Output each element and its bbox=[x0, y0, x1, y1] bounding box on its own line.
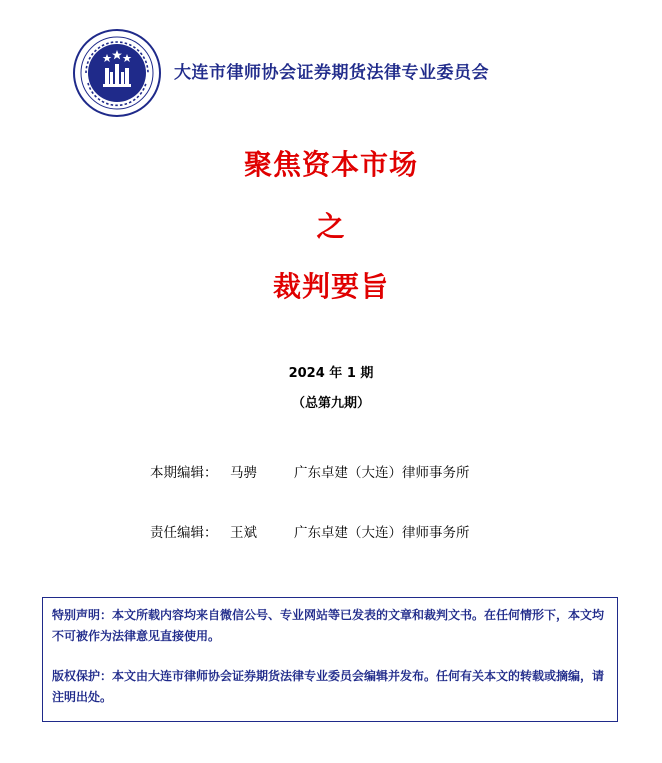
editor-row-responsible bbox=[150, 521, 470, 541]
copyright-notice: 版权保护：本文由大连市律师协会证券期货法律专业委员会编辑并发布。任何有关本文的转载或摘编，请注明出处。 bbox=[52, 669, 605, 704]
title-line-1: 聚焦资本市场 bbox=[243, 148, 418, 181]
editor-firm: 广东卓建（大连）律师事务所 bbox=[294, 465, 470, 481]
editor-row-current bbox=[150, 461, 470, 481]
editor-role: 责任编辑： bbox=[150, 525, 218, 541]
association-logo-icon bbox=[72, 28, 162, 118]
issue-total: （总第九期） bbox=[291, 396, 370, 411]
editor-role: 本期编辑： bbox=[150, 465, 218, 481]
title-line-3: 裁判要旨 bbox=[272, 270, 389, 303]
editor-name: 王斌 bbox=[230, 525, 257, 541]
notice-box bbox=[42, 597, 618, 722]
issue-number: 2024 年 1 期 bbox=[288, 366, 374, 381]
special-statement: 特别声明：本文所载内容均来自微信公号、专业网站等已发表的文章和裁判文书。在任何情形下，本文均不可被作为法律意见直接使用。 bbox=[52, 608, 605, 643]
title-line-2: 之 bbox=[316, 210, 346, 243]
organization-name: 大连市律师协会证券期货法律专业委员会 bbox=[174, 63, 489, 83]
editor-name: 马骋 bbox=[230, 465, 257, 481]
editor-firm: 广东卓建（大连）律师事务所 bbox=[294, 525, 470, 541]
